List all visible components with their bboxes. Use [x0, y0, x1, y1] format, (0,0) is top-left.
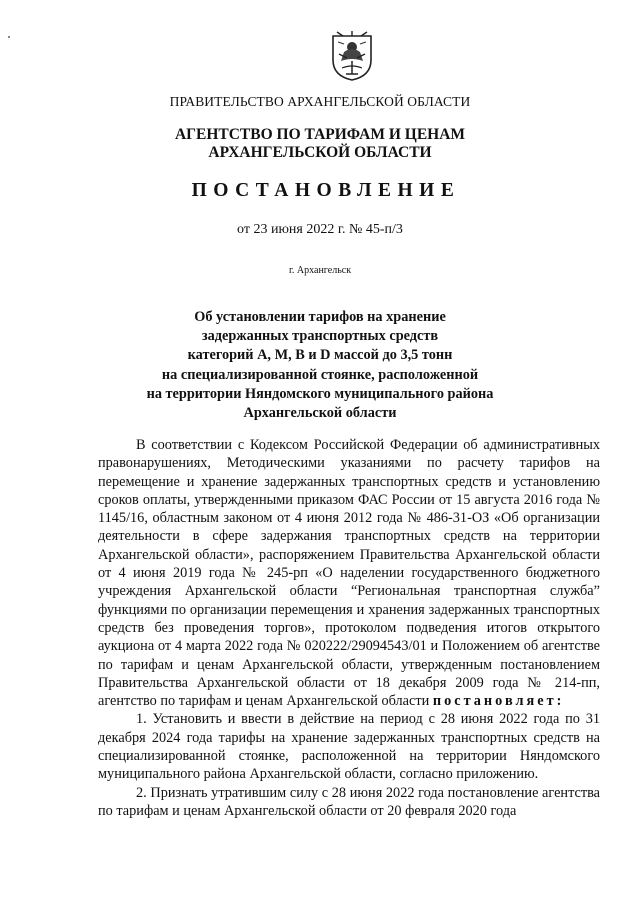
document-body: [98, 436, 600, 820]
document-city: г. Архангельск: [288, 265, 352, 276]
agency-name-line: АГЕНТСТВО ПО ТАРИФАМ И ЦЕНАМ: [174, 126, 466, 143]
resolves-keyword: постановляет:: [432, 693, 565, 710]
scan-dot: [8, 36, 10, 38]
clause-item-2: 2. Признать утратившим силу с 28 июня 2022 года постановление агентства по тарифам и ценам Архангельской области от 20 февраля 2020 года: [98, 784, 600, 819]
document-title: [0, 308, 640, 423]
government-name: ПРАВИТЕЛЬСТВО АРХАНГЕЛЬСКОЙ ОБЛАСТИ: [169, 94, 471, 109]
title-line: категорий A, M, B и D массой до 3,5 тонн: [187, 347, 453, 364]
title-line: задержанных транспортных средств: [201, 328, 439, 345]
coat-of-arms-icon: [327, 30, 377, 82]
title-line: на специализированной стоянке, расположенной: [161, 366, 479, 383]
title-line: Об установлении тарифов на хранение: [194, 309, 446, 325]
clause-item-1: 1. Установить и ввести в действие на период с 28 июня 2022 года по 31 декабря 2024 года тарифы на хранение задержанных транспортных средств на специализированной стоянке, расположенной на территории Няндомского муниципального района Архангельской области, согласно приложению.: [98, 711, 600, 783]
document-date-number: от 23 июня 2022 г. № 45-п/3: [237, 222, 403, 237]
preamble-paragraph: [98, 436, 600, 710]
preamble-text: В соответствии с Кодексом Российской Федерации об административных правонарушениях, Методическими указаниями по расчету тарифов на перемещение и хранение задержанных транспортных средств и установлению сроков оплаты, утвержденными приказом ФАС России от 15 августа 2016 года № 1145/16, областным законом от 4 июня 2012 года № 486-31-ОЗ «Об организации деятельности в сфере задержания транспортных средств на территории Архангельской области», распоряжением Правительства Архангельской области от 4 июня 2019 года № 245-рп «О наделении государственного бюджетного учреждения Архангельской области “Региональная транспортная служба” функциями по организации перемещения и хранения задержанных транспортных средств без проведения торгов», протоколом подведения итогов открытого аукциона от 4 марта 2022 года № 020222/29094543/01 и Положением об агентстве по тарифам и ценам Архангельской области, утвержденным постановлением Правительства Архангельской области от 18 декабря 2009 года № 214-пп, агентство по тарифам и ценам Архангельской области: [98, 437, 600, 710]
agency-name: [0, 126, 640, 162]
document-type: ПОСТАНОВЛЕНИЕ: [191, 180, 461, 201]
title-line: Архангельской области: [243, 405, 397, 422]
title-line: на территории Няндомского муниципального района: [146, 385, 494, 402]
agency-name-line: АРХАНГЕЛЬСКОЙ ОБЛАСТИ: [208, 144, 432, 161]
